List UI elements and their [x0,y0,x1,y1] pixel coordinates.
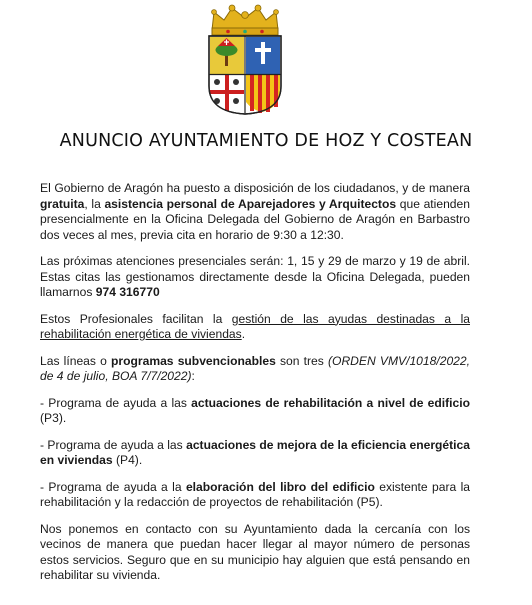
program-p4-title: actuaciones de mejora de la eficiencia energética en viviendas [40,437,470,467]
announcement-body [40,181,470,595]
highlight-free: gratuita [40,196,85,211]
highlight-programs: programas subvencionables [111,353,276,368]
phone-number: 974 316770 [95,285,160,299]
paragraph-programs-intro: Las líneas o programas subvencionables son tres (ORDEN VMV/1018/2022, de 4 de julio, BOA 7/7/2022): [40,353,470,383]
crown-icon [212,5,279,35]
program-p3-title: actuaciones de rehabilitación a nivel de edificio [191,395,470,410]
highlight-assistance: asistencia personal de Aparejadores y Arquitectos [104,196,397,211]
paragraph-intro: El Gobierno de Aragón ha puesto a disposición de los ciudadanos, y de manera gratuita, la asistencia personal de Aparejadores y Arquitectos que atienden presencialmente en la Oficina Delegada del Gobierno de Aragón en Barbastro dos veces al mes, previa cita en horario de 9:30 a 12:30. [40,181,470,242]
paragraph-professionals: Estos Profesionales facilitan la gestión de las ayudas destinadas a la rehabilitación energética de viviendas. [40,311,470,341]
paragraph-dates: Las próximas atenciones presenciales serán: 1, 15 y 29 de marzo y 19 de abril. Estas citas las gestionamos directamente desde la Oficina Delegada, pueden llamarnos 974 316770 [40,254,470,299]
program-p3: - Programa de ayuda a las actuaciones de rehabilitación a nivel de edificio (P3). [40,395,470,425]
aragon-coat-of-arms [206,2,284,116]
order-reference: (ORDEN VMV/1018/2022, de 4 de julio, BOA 7/7/2022) [40,353,470,383]
aragon-stripes-icon [246,75,280,113]
program-p5-title: elaboración del libro del edificio [185,479,375,494]
program-p5: - Programa de ayuda a la elaboración del libro del edificio existente para la rehabilitación y la redacción de proyectos de rehabilitación (P5). [40,479,471,509]
program-p4: - Programa de ayuda a las actuaciones de mejora de la eficiencia energética en viviendas (P4). [40,437,470,467]
announcement-title: ANUNCIO AYUNTAMIENTO DE HOZ Y COSTEAN [59,131,473,151]
paragraph-closing: Nos ponemos en contacto con su Ayuntamiento dada la cercanía con los vecinos de manera que puedan hacer llegar al mayor número de personas estos servicios. Seguro que en su municipio hay alguien que está pensando en rehabilitar su vivienda. [40,521,470,582]
underlined-aid-management: gestión de las ayudas destinadas a la rehabilitación energética de viviendas [40,311,470,341]
